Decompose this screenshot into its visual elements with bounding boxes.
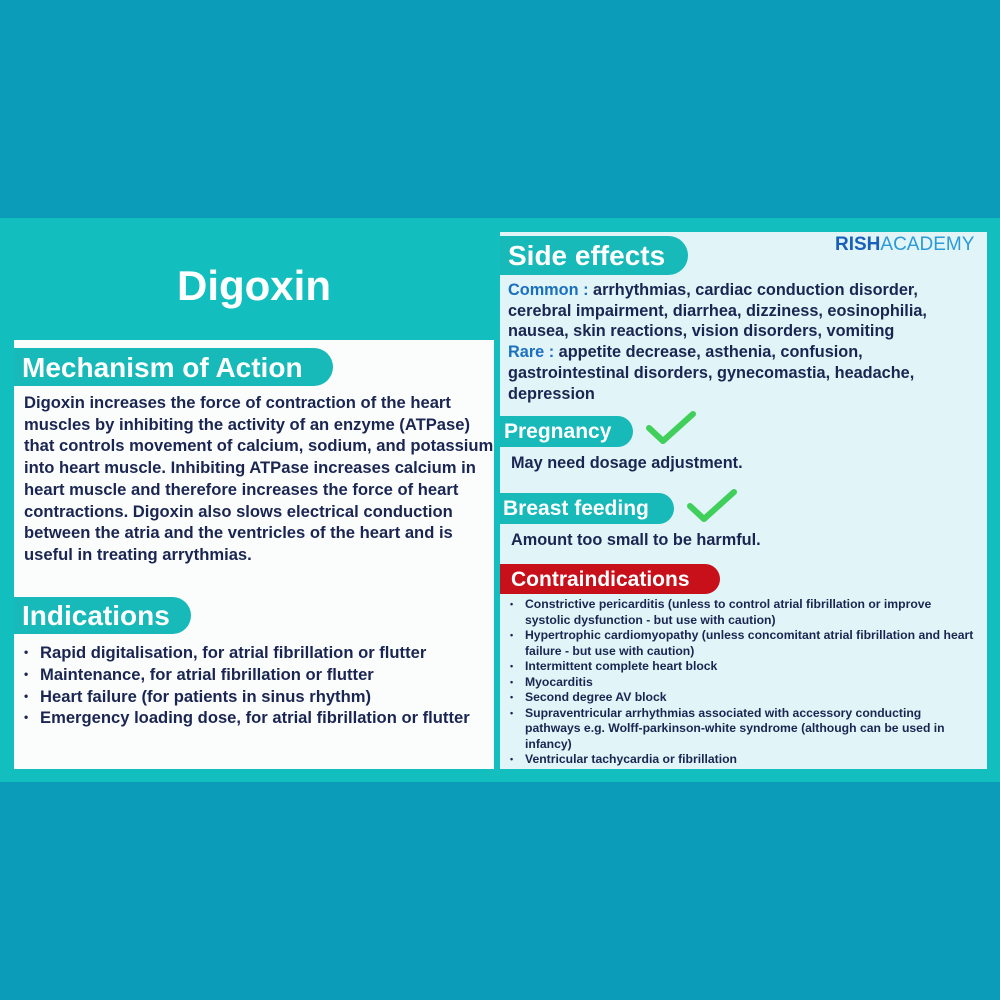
indications-list	[24, 642, 474, 729]
list-item: • Constrictive pericarditis (unless to control atrial fibrillation or improve systolic dysfunction - but use with caution)	[510, 597, 980, 628]
page-title: Digoxin	[177, 262, 331, 309]
list-item: • Second degree AV block	[510, 690, 980, 706]
list-item: • Ventricular tachycardia or fibrillation	[510, 752, 980, 768]
breast-feeding-heading: Breast feeding	[500, 493, 674, 524]
side-effects-heading: Side effects	[500, 236, 688, 275]
pregnancy-text: May need dosage adjustment.	[511, 454, 743, 472]
indications-heading: Indications	[14, 597, 191, 634]
mechanism-text: Digoxin increases the force of contraction of the heart muscles by inhibiting the activity of an enzyme (ATPase) that controls movement of calcium, sodium, and potassium into heart muscle. Inhibiting ATPase increases calcium in heart muscle and therefore increases the force of heart contractions. Digoxin also slows electrical conduction between the atria and the ventricles of the heart and is useful in treating arrythmias.	[24, 393, 494, 564]
contraindications-heading: Contraindications	[500, 564, 720, 594]
list-item: • Heart failure (for patients in sinus rhythm)	[24, 686, 474, 708]
check-icon	[645, 410, 697, 446]
check-icon	[686, 488, 738, 524]
pregnancy-heading: Pregnancy	[500, 416, 633, 447]
list-item: • Supraventricular arrhythmias associated with accessory conducting pathways e.g. Wolff-parkinson-white syndrome (although can be used in infancy)	[510, 706, 980, 753]
contraindications-list	[510, 597, 980, 768]
breast-feeding-text: Amount too small to be harmful.	[511, 531, 761, 549]
list-item: • Emergency loading dose, for atrial fibrillation or flutter	[24, 707, 474, 729]
side-effects-text: Common : arrhythmias, cardiac conduction disorder, cerebral impairment, diarrhea, dizziness, eosinophilia, nausea, skin reactions, vision disorders, vomiting Rare : appetite decrease, asthenia, confusion, gastrointestinal disorders, gynecomastia, headache, depression	[508, 281, 927, 403]
mechanism-heading: Mechanism of Action	[14, 348, 333, 386]
list-item: • Maintenance, for atrial fibrillation or flutter	[24, 664, 474, 686]
list-item: • Rapid digitalisation, for atrial fibrillation or flutter	[24, 642, 474, 664]
list-item: • Hypertrophic cardiomyopathy (unless concomitant atrial fibrillation and heart failure - but use with caution)	[510, 628, 980, 659]
list-item: • Myocarditis	[510, 675, 980, 691]
logo: RISHACADEMY	[835, 234, 975, 255]
list-item: • Intermittent complete heart block	[510, 659, 980, 675]
